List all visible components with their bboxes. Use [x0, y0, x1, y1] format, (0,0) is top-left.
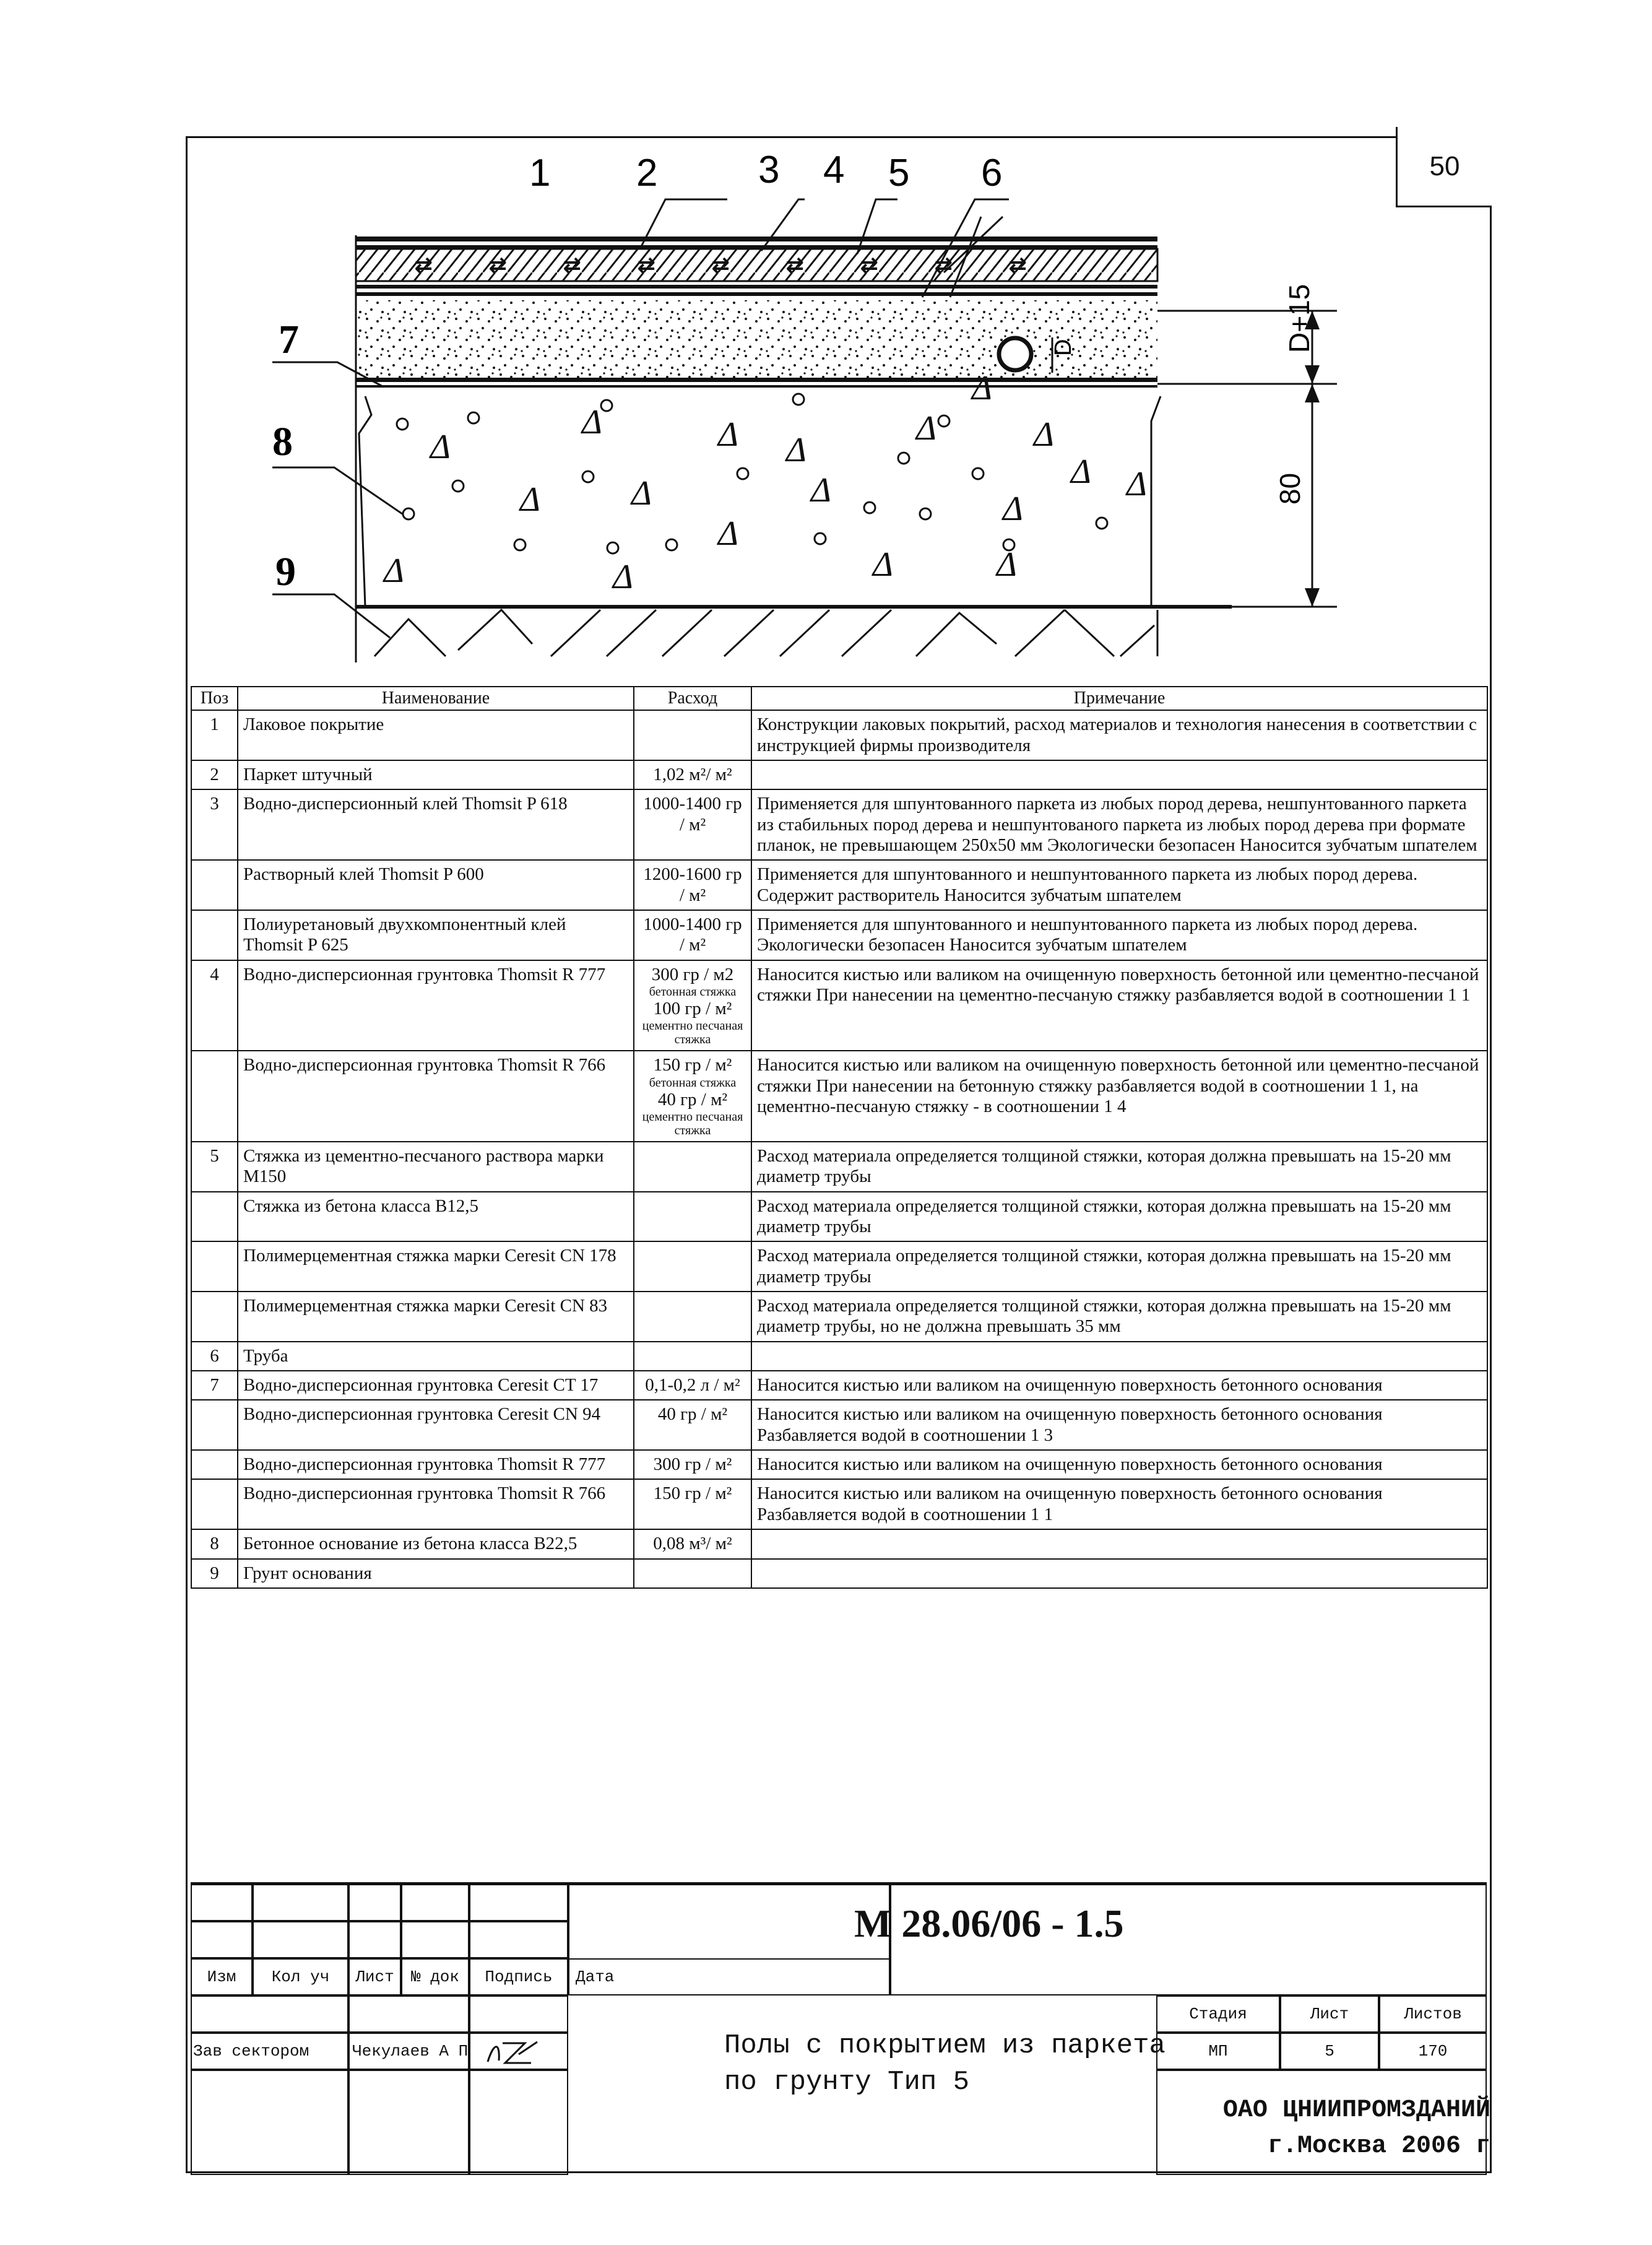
row-name: Полиуретановый двухкомпонентный клей Thomsit P 625: [238, 910, 634, 960]
sheet-number: 50: [1396, 127, 1492, 207]
svg-text:Δ: Δ: [430, 428, 451, 466]
stamp-sheets-label: Листов: [1379, 1995, 1487, 2033]
floor-section-drawing: [186, 149, 1315, 669]
stamp-cell: [401, 1921, 469, 1958]
stamp-col-izm: Изм: [191, 1958, 253, 1995]
row-rate-value: 1000-1400 гр / м²: [643, 794, 742, 835]
row-note: Расход материала определяется толщиной стяжки, которая должна превышать на 15-20 мм диаметр трубы: [751, 1192, 1487, 1242]
row-pos: 2: [191, 760, 238, 789]
row-note: Расход материала определяется толщиной стяжки, которая должна превышать на 15-20 мм диаметр трубы: [751, 1142, 1487, 1192]
stamp-sheet-label: Лист: [1280, 1995, 1379, 2033]
stamp-stage: МП: [1156, 2033, 1280, 2070]
row-rate-value: 40 гр / м²: [657, 1404, 728, 1425]
stamp-cell: [348, 1995, 469, 2033]
stamp-cell: [191, 2070, 348, 2175]
row-pos: [191, 1479, 238, 1529]
svg-text:Δ: Δ: [520, 480, 540, 519]
stamp-sheets: 170: [1379, 2033, 1487, 2070]
row-rate: [634, 860, 751, 910]
dimension-bottom: 80: [1274, 472, 1306, 505]
row-pos: 3: [191, 789, 238, 860]
header-rate: Расход: [634, 687, 751, 710]
row-rate: [634, 1559, 751, 1588]
row-name: Грунт основания: [238, 1559, 634, 1588]
row-rate: [634, 789, 751, 860]
row-name: Полимерцементная стяжка марки Ceresit CN 178: [238, 1241, 634, 1292]
svg-text:Δ: Δ: [1034, 415, 1054, 454]
row-note: [751, 1559, 1487, 1588]
row-pos: 9: [191, 1559, 238, 1588]
row-note: Наносится кистью или валиком на очищенную поверхность бетонного основания: [751, 1450, 1487, 1479]
svg-text:Δ: Δ: [384, 552, 404, 590]
svg-text:⇄: ⇄: [860, 254, 878, 277]
row-note: Расход материала определяется толщиной стяжки, которая должна превышать на 15-20 мм диаметр трубы, но не должна превышать 35 мм: [751, 1292, 1487, 1342]
table-row: [191, 710, 1487, 760]
row-rate-value: 0,1-0,2 л / м²: [645, 1375, 740, 1396]
row-rate: [634, 1479, 751, 1529]
stamp-cell: [469, 1884, 568, 1921]
row-rate-value: 1,02 м²/ м²: [653, 764, 732, 784]
svg-text:Δ: Δ: [972, 369, 992, 407]
callout-1: 1: [529, 152, 551, 194]
table-row: [191, 860, 1487, 910]
row-rate: [634, 1450, 751, 1479]
stamp-col-doc: № док: [401, 1958, 469, 1995]
row-pos: [191, 910, 238, 960]
organization-city: г.Москва 2006 г: [1267, 2132, 1490, 2160]
row-pos: 6: [191, 1342, 238, 1371]
row-rate-value: 1200-1600 гр / м²: [643, 864, 742, 905]
row-rate: [634, 910, 751, 960]
row-note: Наносится кистью или валиком на очищенную поверхность бетонного основания Разбавляется водой в соотношении 1 1: [751, 1479, 1487, 1529]
table-row: [191, 1051, 1487, 1142]
row-pos: [191, 1241, 238, 1292]
row-rate: [634, 1529, 751, 1558]
callout-2: 2: [636, 152, 658, 194]
row-pos: [191, 1450, 238, 1479]
svg-text:Δ: Δ: [997, 545, 1017, 584]
row-name: Растворный клей Thomsit P 600: [238, 860, 634, 910]
stamp-person: Чекулаев А П: [348, 2033, 469, 2070]
specification-table: [191, 686, 1488, 1689]
row-rate-sub2: цементно песчаная стяжка: [642, 1110, 743, 1137]
row-pos: 4: [191, 960, 238, 1051]
pipe-diameter-label: D: [1050, 339, 1076, 356]
stamp-cell: [253, 1921, 348, 1958]
stamp-cell: [401, 1884, 469, 1921]
callout-5: 5: [888, 152, 910, 194]
row-rate: [634, 1192, 751, 1242]
row-note: Применяется для шпунтованного паркета из любых пород дерева, нешпунтованного паркета из стабильных пород дерева и нешпунтованого паркета из любых пород дерева при формате планок, не превышающем 250х50 мм Экологически безопасен Наносится зубчатым шпателем: [751, 789, 1487, 860]
table-row: [191, 910, 1487, 960]
organization: [1169, 2093, 1490, 2165]
row-note: Наносится кистью или валиком на очищенную поверхность бетонного основания Разбавляется водой в соотношении 1 3: [751, 1400, 1487, 1450]
row-name: Водно-дисперсионная грунтовка Ceresit CN 94: [238, 1400, 634, 1450]
organization-name: ОАО ЦНИИПРОМЗДАНИЙ: [1222, 2096, 1490, 2124]
header-pos: Поз: [191, 687, 238, 710]
row-name: Водно-дисперсионная грунтовка Ceresit CT 17: [238, 1371, 634, 1400]
svg-text:Δ: Δ: [786, 431, 807, 469]
table-row: [191, 1559, 1487, 1588]
stamp-cell: [348, 1921, 401, 1958]
row-name: Водно-дисперсионная грунтовка Thomsit R 777: [238, 960, 634, 1051]
stamp-stage-label: Стадия: [1156, 1995, 1280, 2033]
dimension-top: D+15: [1283, 284, 1315, 353]
row-rate-sub: бетонная стяжка: [649, 1075, 737, 1090]
svg-text:⇄: ⇄: [415, 254, 433, 277]
table-row: [191, 789, 1487, 860]
row-rate: [634, 1342, 751, 1371]
row-name: Стяжка из цементно-песчаного раствора марки М150: [238, 1142, 634, 1192]
svg-text:⇄: ⇄: [935, 254, 953, 277]
row-name: Водно-дисперсионный клей Thomsit P 618: [238, 789, 634, 860]
stamp-cell: [191, 1921, 253, 1958]
callout-6: 6: [981, 152, 1003, 194]
callout-9: 9: [275, 549, 296, 594]
row-rate-sub: бетонная стяжка: [649, 984, 737, 999]
svg-text:Δ: Δ: [1003, 490, 1023, 528]
row-name: Водно-дисперсионная грунтовка Thomsit R 766: [238, 1051, 634, 1142]
row-name: Труба: [238, 1342, 634, 1371]
stamp-cell: [191, 1884, 253, 1921]
stamp-cell: [469, 1995, 568, 2033]
stamp-cell: [348, 1884, 401, 1921]
stamp-col-date: Дата: [568, 1958, 890, 1995]
row-pos: 8: [191, 1529, 238, 1558]
row-note: Применяется для шпунтованного и нешпунтованного паркета из любых пород дерева. Экологически безопасен Наносится зубчатым шпателем: [751, 910, 1487, 960]
callout-7: 7: [279, 317, 299, 362]
svg-text:Δ: Δ: [811, 471, 831, 510]
row-rate-value: 150 гр / м²: [653, 1483, 732, 1504]
row-rate-sub2: цементно песчаная стяжка: [642, 1019, 743, 1047]
svg-text:Δ: Δ: [916, 409, 936, 448]
row-note: [751, 1529, 1487, 1558]
document-code: М 28.06/06 - 1.5: [854, 1901, 1124, 1945]
row-note: Наносится кистью или валиком на очищенную поверхность бетонной или цементно-песчаной стяжки При нанесении на бетонную стяжку разбавляется водой в соотношении 1 1, на цементно-песчаную стяжку - в соотношении 1 4: [751, 1051, 1487, 1142]
row-pos: [191, 1400, 238, 1450]
callout-8: 8: [272, 419, 293, 464]
svg-text:Δ: Δ: [718, 415, 738, 454]
row-note: Конструкции лаковых покрытий, расход материалов и технология нанесения в соответствии с инструкцией фирмы производителя: [751, 710, 1487, 760]
table-row: [191, 1292, 1487, 1342]
stamp-col-kol: Кол уч: [253, 1958, 348, 1995]
row-name: Лаковое покрытие: [238, 710, 634, 760]
row-rate-value: 150 гр / м²: [653, 1055, 732, 1075]
table-row: [191, 1342, 1487, 1371]
row-pos: [191, 1051, 238, 1142]
row-pos: 1: [191, 710, 238, 760]
row-rate-value: 0,08 м³/ м²: [653, 1534, 732, 1554]
row-rate: [634, 960, 751, 1051]
stamp-cell: [253, 1884, 348, 1921]
stamp-cell: [191, 1995, 348, 2033]
signature: [469, 2033, 568, 2070]
row-rate: [634, 1400, 751, 1450]
svg-text:⇄: ⇄: [489, 254, 507, 277]
row-name: Полимерцементная стяжка марки Ceresit CN 83: [238, 1292, 634, 1342]
row-pos: 5: [191, 1142, 238, 1192]
row-note: [751, 760, 1487, 789]
header-note: Примечание: [751, 687, 1487, 710]
svg-text:⇄: ⇄: [786, 254, 804, 277]
svg-text:Δ: Δ: [718, 515, 738, 553]
row-note: Наносится кистью или валиком на очищенную поверхность бетонного основания: [751, 1371, 1487, 1400]
table-row: [191, 960, 1487, 1051]
row-rate-value: 1000-1400 гр / м²: [643, 914, 742, 955]
table-row: [191, 760, 1487, 789]
row-note: [751, 1342, 1487, 1371]
svg-text:Δ: Δ: [582, 403, 602, 441]
callout-3: 3: [758, 149, 780, 191]
table-row: [191, 1479, 1487, 1529]
table-row: [191, 1192, 1487, 1242]
table-row: [191, 1400, 1487, 1450]
row-note: Применяется для шпунтованного и нешпунтованного паркета из любых пород дерева. Содержит растворитель Наносится зубчатым шпателем: [751, 860, 1487, 910]
table-header: [191, 687, 1487, 710]
stamp-sheet: 5: [1280, 2033, 1379, 2070]
signature-mark: [482, 2036, 556, 2067]
table-row: [191, 1529, 1487, 1558]
row-rate: [634, 760, 751, 789]
stamp-col-sign: Подпись: [469, 1958, 568, 1995]
row-rate: [634, 1142, 751, 1192]
svg-text:⇄: ⇄: [638, 254, 655, 277]
row-rate-value2: 40 гр / м²: [657, 1089, 728, 1109]
svg-text:⇄: ⇄: [563, 254, 581, 277]
svg-text:Δ: Δ: [613, 558, 633, 596]
drawing-title: Полы с покрытием из паркета по грунту Тип 5: [724, 2030, 1165, 2098]
spacer-cell: [191, 1588, 1487, 1689]
row-name: Стяжка из бетона класса В12,5: [238, 1192, 634, 1242]
row-rate: [634, 1292, 751, 1342]
row-pos: [191, 1292, 238, 1342]
svg-text:Δ: Δ: [1071, 453, 1091, 491]
header-name: Наименование: [238, 687, 634, 710]
svg-text:Δ: Δ: [873, 545, 893, 584]
row-name: Водно-дисперсионная грунтовка Thomsit R 777: [238, 1450, 634, 1479]
row-note: Наносится кистью или валиком на очищенную поверхность бетонной или цементно-песчаной стяжки При нанесении на цементно-песчаную стяжку разбавляется водой в соотношении 1 1: [751, 960, 1487, 1051]
row-rate-value: 300 гр / м2: [651, 964, 734, 984]
row-rate-value: 300 гр / м²: [653, 1454, 732, 1475]
table-row: [191, 1241, 1487, 1292]
row-rate: [634, 1051, 751, 1142]
callout-4: 4: [823, 149, 845, 191]
table-spacer-row: [191, 1588, 1487, 1689]
row-pos: 7: [191, 1371, 238, 1400]
stamp-col-list: Лист: [348, 1958, 401, 1995]
row-name: Водно-дисперсионная грунтовка Thomsit R 766: [238, 1479, 634, 1529]
row-rate: [634, 710, 751, 760]
row-rate: [634, 1371, 751, 1400]
row-rate-value2: 100 гр / м²: [653, 998, 732, 1018]
svg-text:Δ: Δ: [631, 474, 652, 513]
row-name: Бетонное основание из бетона класса В22,5: [238, 1529, 634, 1558]
table-row: [191, 1142, 1487, 1192]
table-row: [191, 1371, 1487, 1400]
table-row: [191, 1450, 1487, 1479]
stamp-cell: [348, 2070, 469, 2175]
row-note: Расход материала определяется толщиной стяжки, которая должна превышать на 15-20 мм диаметр трубы: [751, 1241, 1487, 1292]
svg-text:⇄: ⇄: [1009, 254, 1027, 277]
stamp-cell: [469, 2070, 568, 2175]
svg-text:⇄: ⇄: [712, 254, 730, 277]
row-pos: [191, 860, 238, 910]
row-pos: [191, 1192, 238, 1242]
svg-text:Δ: Δ: [1127, 465, 1147, 503]
stamp-role: Зав сектором: [191, 2033, 348, 2070]
stamp-cell: [469, 1921, 568, 1958]
row-name: Паркет штучный: [238, 760, 634, 789]
row-rate: [634, 1241, 751, 1292]
